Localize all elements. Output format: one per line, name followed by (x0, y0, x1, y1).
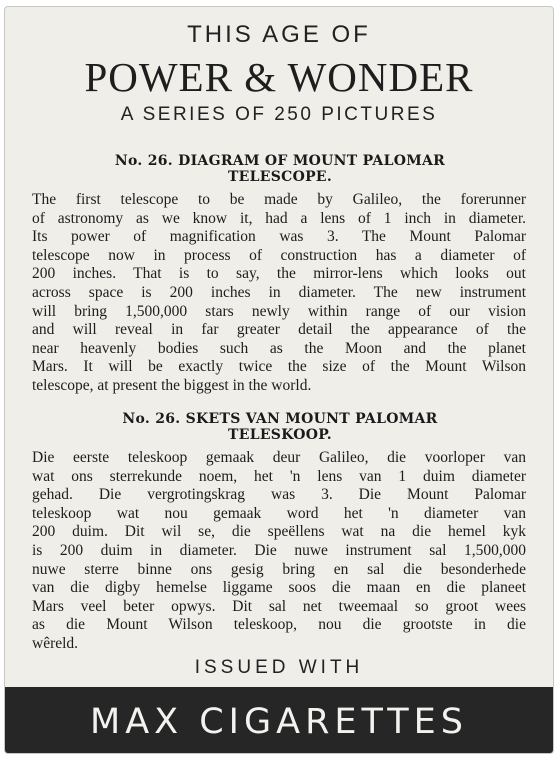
series-title-line1: THIS AGE OF (187, 21, 371, 48)
afrikaans-line: wêreld. (32, 634, 79, 652)
issued-with-label: ISSUED WITH (194, 657, 364, 678)
afrikaans-line: gehad. Die vergrotingskrag was 3. Die Mount Palomar (32, 486, 526, 504)
afrikaans-heading-line2: TELESKOOP. (228, 427, 332, 443)
english-line: across space is 200 inches in diameter. The new instrument (32, 283, 526, 301)
afrikaans-heading (25, 411, 535, 443)
brand-banner (5, 687, 553, 754)
english-line: near heavenly bodies such as the Moon and the planet (32, 339, 526, 357)
english-line: 200 inches. That is to say, the mirror-lens which looks out (32, 265, 526, 283)
afrikaans-line: Mars veel beter opwys. Dit sal net tweemaal so groot wees (32, 597, 526, 615)
afrikaans-line: as die Mount Wilson teleskoop, nou die grootste in die (32, 616, 526, 634)
afrikaans-line: wat ons sterrekunde noem, het 'n lens van 1 duim diameter (32, 467, 526, 485)
english-heading (25, 153, 535, 185)
afrikaans-line: 200 duim. Dit wil se, die speëllens wat na die hemel kyk (32, 523, 526, 541)
afrikaans-line: teleskoop wat nou gemaak word het 'n diameter van (32, 504, 526, 522)
english-description (32, 191, 526, 396)
english-line: Mars. It will be exactly twice the size of the Mount Wilson (32, 358, 526, 376)
afrikaans-line: van die digby hemelse liggame soos die maan en die planeet (32, 579, 526, 597)
afrikaans-description (32, 449, 526, 654)
series-subtitle: A SERIES OF 250 PICTURES (120, 104, 438, 125)
afrikaans-line: nuwe sterre binne ons gesig bring en sal die besonderhede (32, 560, 526, 578)
series-title: POWER & WONDER (84, 54, 474, 100)
english-line: telescope now in process of construction has a diameter of (32, 246, 526, 264)
afrikaans-heading-line1: No. 26. SKETS VAN MOUNT PALOMAR (122, 411, 438, 427)
english-line: telescope, at present the biggest in the world. (32, 376, 312, 394)
english-heading-line2: TELESCOPE. (227, 169, 333, 185)
english-heading-line1: No. 26. DIAGRAM OF MOUNT PALOMAR (114, 153, 446, 169)
english-line: will bring 1,500,000 stars newly within range of our vision (32, 302, 526, 320)
afrikaans-line: is 200 duim in diameter. Die nuwe instrument sal 1,500,000 (32, 541, 526, 559)
english-line: The first telescope to be made by Galileo, the forerunner (32, 191, 526, 208)
english-line: and will reveal in far greater detail the appearance of the (32, 321, 526, 339)
brand-name: MAX CIGARETTES (90, 702, 468, 742)
cigarette-card (4, 6, 554, 754)
english-line: of astronomy as we know it, had a lens of 1 inch in diameter. (32, 209, 526, 227)
afrikaans-line: Die eerste teleskoop gemaak deur Galileo, die voorloper van (32, 449, 526, 466)
english-line: Its power of magnification was 3. The Mount Palomar (32, 228, 526, 246)
